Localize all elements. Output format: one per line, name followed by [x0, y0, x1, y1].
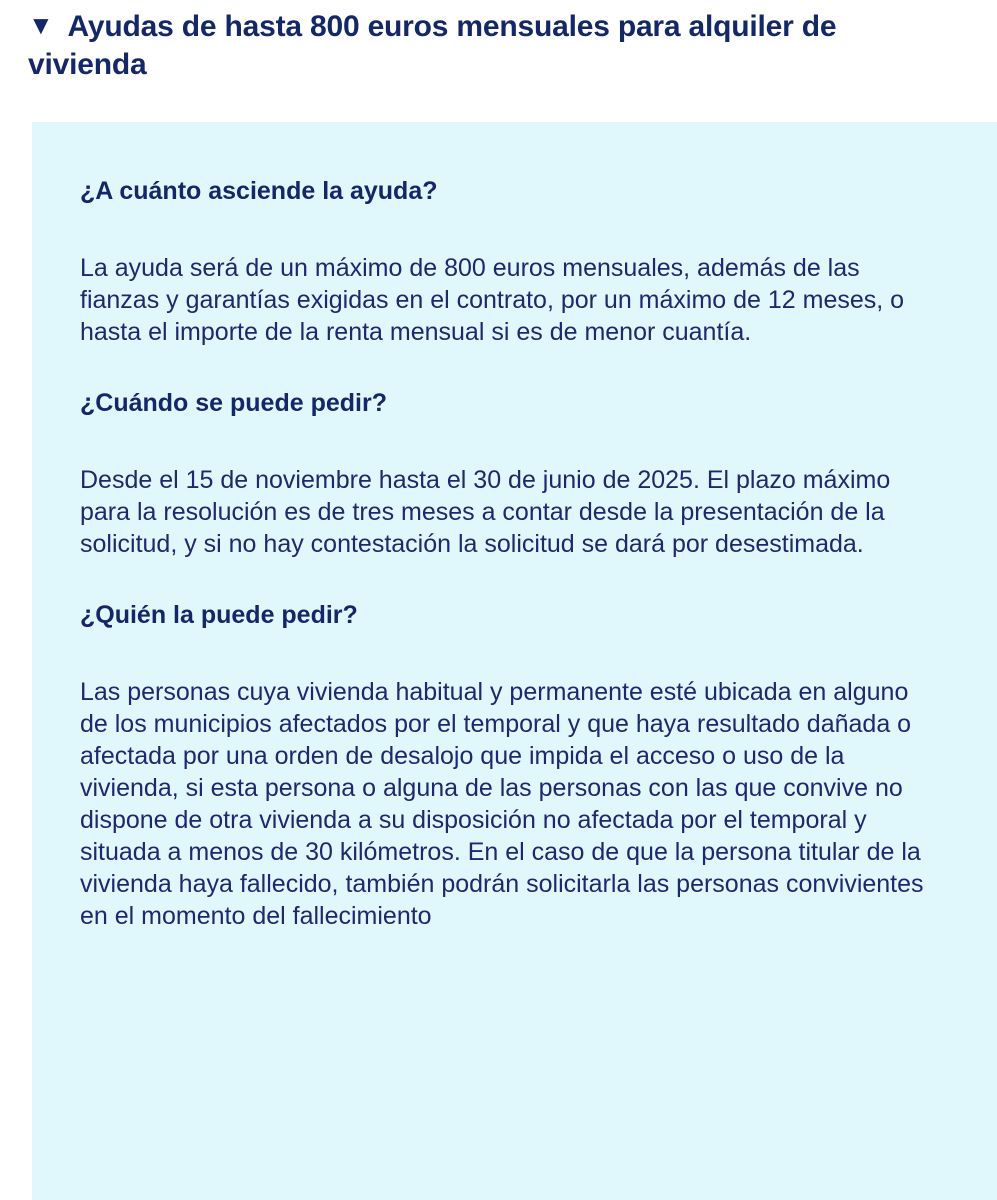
- section-answer-amount: La ayuda será de un máximo de 800 euros mensuales, además de las fianzas y garantías exigidas en el contrato, por un máximo de 12 meses, o hasta el importe de la renta mensual si es de menor cuantía.: [80, 254, 905, 346]
- section-question-when: ¿Cuándo se puede pedir?: [80, 389, 387, 417]
- accordion-content: [80, 174, 940, 970]
- section-answer-when: Desde el 15 de noviembre hasta el 30 de junio de 2025. El plazo máximo para la resolución es de tres meses a contar desde la presentación de la solicitud, y si no hay contestación la solicitud se dará por desestimada.: [80, 466, 891, 558]
- accordion-title: Ayudas de hasta 800 euros mensuales para alquiler de vivienda: [28, 10, 837, 81]
- triangle-down-icon: ▼: [28, 10, 54, 40]
- accordion-toggle[interactable]: [28, 8, 958, 84]
- section-question-amount: ¿A cuánto asciende la ayuda?: [80, 177, 438, 205]
- section-answer-who: Las personas cuya vivienda habitual y permanente esté ubicada en alguno de los municipios afectados por el temporal y que haya resultado dañada o afectada por una orden de desalojo que impida el acceso o uso de la vivienda, si esta persona o alguna de las personas con las que convive no dispone de otra vivienda a su disposición no afectada por el temporal y situada a menos de 30 kilómetros. En el caso de que la persona titular de la vivienda haya fallecido, también podrán solicitarla las personas convivientes en el momento del fallecimiento: [80, 678, 924, 930]
- accordion-panel: [32, 122, 997, 1200]
- section-question-who: ¿Quién la puede pedir?: [80, 601, 358, 629]
